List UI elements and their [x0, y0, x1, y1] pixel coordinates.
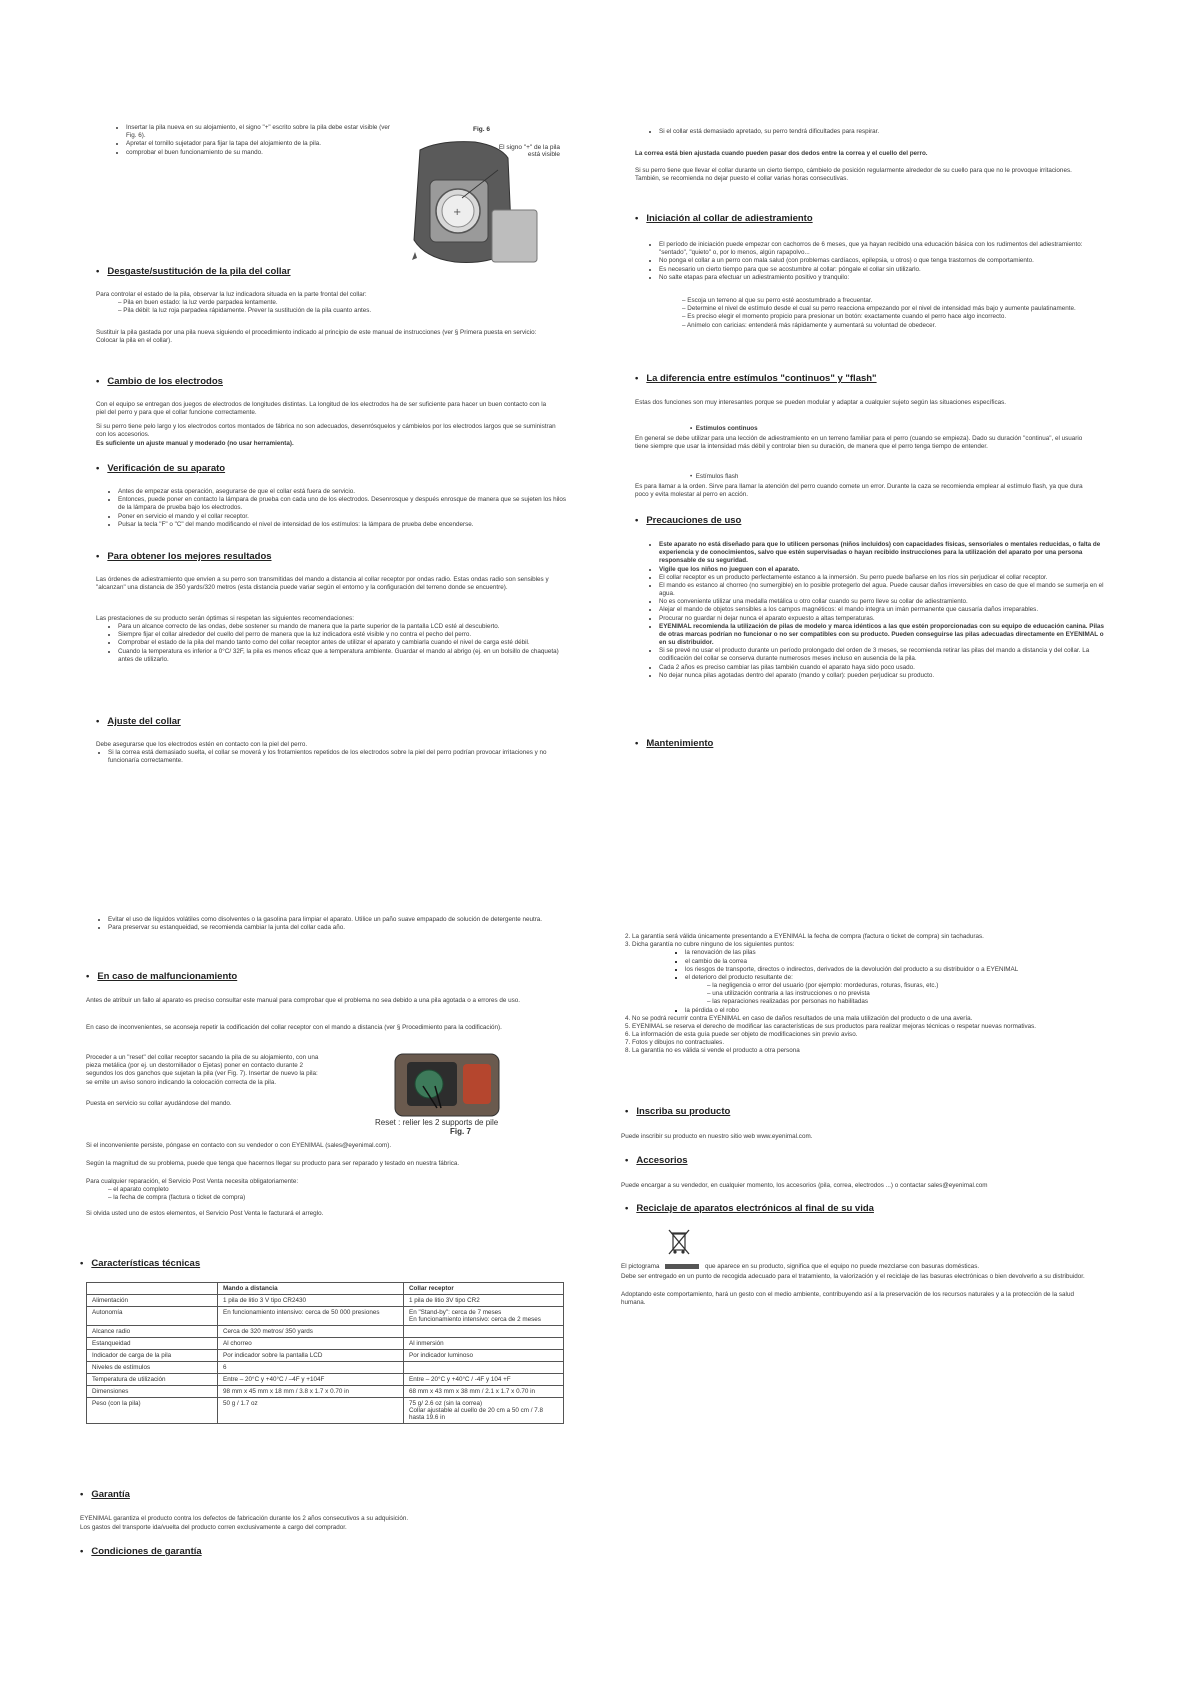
list-item: – Es preciso elegir el momento propicio para presionar un botón: exactamente cuando el perro hace algo incorrecto.: [682, 313, 1110, 321]
table-row: [87, 1295, 564, 1307]
desgaste-intro: Para controlar el estado de la pila, observar la luz indicadora situada en la parte frontal del collar:: [96, 291, 367, 298]
table-cell: Autonomía: [87, 1307, 218, 1326]
reciclaje-text3: Adoptando este comportamiento, hará un gesto con el medio ambiente, contribuyendo así a la preservación de los recursos naturales y a la protección de la salud humana.: [621, 1291, 1074, 1307]
list-item: – Pila en buen estado: la luz verde parpadea lentamente.: [118, 299, 558, 307]
reciclaje-text1: El pictograma que aparece en su producto, significa que el equipo no puede mezclarse con basuras domésticas.: [621, 1263, 980, 1270]
list-item: • El mando es estanco al chorreo (no sumergible) en lo posible protegerlo del agua. Puede causar daños irreversibles en caso de que el mando se sumerja en el agua.: [659, 582, 1109, 598]
fig6-label: Fig. 6: [473, 126, 490, 133]
table-cell: Al inmersión: [404, 1338, 564, 1350]
list-item: • Cada 2 años es preciso cambiar las pilas también cuando el aparato haya sido poco usado.: [659, 664, 1109, 672]
reciclaje-text2: Debe ser entregado en un punto de recogida adecuado para el tratamiento, la valorización y el reciclaje de las basuras electrónicas o bien devolverlo a su distribuidor.: [621, 1273, 1085, 1280]
continuos-text: En general se debe utilizar para una lección de adiestramiento en un terreno familiar para el perro (cuando se empieza). Dado su duración "continua", el usuario tiene siempre que usar la intensidad más débil y controlar bien su duración, de manera que el perro tenga tiempo de entender.: [635, 435, 1083, 451]
list-item: • Entonces, puede poner en contacto la lámpara de prueba con cada uno de los electrodos. Desenrosque y después enrosque de manera que se sujeten los hilos de la lámpara de prueba bajo los electrodos.: [118, 496, 568, 512]
section-title-desgaste: • Desgaste/sustitución de la pila del collar: [96, 266, 291, 277]
table-row: [87, 1362, 564, 1374]
inscriba-text: Puede inscribir su producto en nuestro sitio web www.eyenimal.com.: [621, 1133, 813, 1140]
list-item: • Siempre fijar el collar alrededor del cuello del perro de manera que la luz indicadora esté visible y no contra el pecho del perro.: [118, 631, 568, 639]
list-item: – Determine el nivel de estímulo desde el cual su perro reacciona empezando por el nivel de intensidad más bajo y aumente paulatinamente.: [682, 305, 1110, 313]
list-item: • Comprobar el estado de la pila del mando tanto como del collar receptor antes de utilizar el aparato y cambiarla cuando el nivel de carga esté débil.: [118, 639, 568, 647]
list-item: 2. La garantía será válida únicamente presentando a EYENIMAL la fecha de compra (factura o ticket de compra) sin tachaduras.: [625, 933, 984, 940]
diferencia-text1: Estas dos funciones son muy interesantes porque se pueden modular y adaptar a cualquier sujeto según las situaciones específicas.: [635, 399, 1007, 406]
list-item: • No salte etapas para efectuar un adiestramiento positivo y tranquilo:: [659, 274, 1109, 282]
list-item: • comprobar el buen funcionamiento de su mando.: [126, 149, 396, 157]
garantia-text1: EYENIMAL garantiza el producto contra los defectos de fabricación durante los 2 años consecutivos a su adquisición.: [80, 1515, 409, 1522]
malfunc-text4: Puesta en servicio su collar ayudándose del mando.: [86, 1100, 232, 1107]
flash-text: Es para llamar a la orden. Sirve para llamar la atención del perro cuando comete un error. Durante la caza se recomienda emplear al estímulo flash, ya que dura poco y evita molestar al perro en acción.: [635, 483, 1083, 499]
table-cell: Al chorreo: [218, 1338, 404, 1350]
table-cell: Entre – 20°C y +40°C / –4F y +104F: [218, 1374, 404, 1386]
list-item: 5. EYENIMAL se reserva el derecho de modificar las características de sus productos para realizar mejoras técnicas o respetar nuevas normativas.: [625, 1022, 1037, 1030]
ajuste-continued-list: [647, 128, 1109, 136]
list-item: – Escoja un terreno al que su perro esté acostumbrado a frecuentar.: [682, 297, 1110, 305]
table-row: [87, 1374, 564, 1386]
section-title-resultados: • Para obtener los mejores resultados: [96, 551, 272, 562]
malfunc-text3: Proceder a un "reset" del collar receptor sacando la pila de su alojamiento, con una pieza metálica (por ej. un destornillador o Ejetas) poner en contacto durante 2 segundos los dos ganchos que sujetan la pila (ver Fig. 7). Insertar de nuevo la pila: se emite un aviso sonoro indicando la colocación correcta de la pila.: [86, 1054, 319, 1086]
list-item: 4. No se podrá recurrir contra EYENIMAL en caso de daños resultados de una mala utilización del producto o de una avería.: [625, 1014, 973, 1022]
list-item: • Este aparato no está diseñado para que lo utilicen personas (niños incluidos) con capacidades físicas, sensoriales o mentales reducidas, o falta de experiencia y de conocimientos, salvo que estén supervisadas o hayan recibido instrucciones para la utilización del aparato por una persona responsable de su seguridad.: [659, 541, 1109, 566]
malfunc-text7: Para cualquier reparación, el Servicio Post Venta necesita obligatoriamente:: [86, 1178, 299, 1185]
accesorios-text: Puede encargar a su vendedor, en cualquier momento, los accesorios (pila, correa, electrodos ...) o contactar sales@eyenimal.com: [621, 1182, 988, 1189]
table-header-row: [87, 1283, 564, 1295]
list-item: – una utilización contraria a las instrucciones o no prevista: [707, 990, 1085, 998]
list-item: • Cuando la temperatura es inferior a 0°C/ 32F, la pila es menos eficaz que a temperatura ambiente. Guardar el mando al abrigo (ej. en un bolsillo de chaqueta) antes de utilizarlo.: [118, 648, 568, 664]
malfunc-text5: Si el inconveniente persiste, póngase en contacto con su vendedor o con EYENIMAL (sales@eyenimal.com).: [86, 1142, 392, 1149]
list-item: ▪ el deterioro del producto resultante de:: [685, 974, 1085, 982]
specs-table-body: [87, 1295, 564, 1424]
table-cell: [404, 1326, 564, 1338]
garantia-text2: Los gastos del transporte ida/vuelta del producto corren exclusivamente a cargo del comprador.: [80, 1524, 347, 1531]
list-item: ▪ el cambio de la correa: [685, 958, 1085, 966]
list-item: • No dejar nunca pilas agotadas dentro del aparato (mando y collar): pueden perjudicar su producto.: [659, 672, 1109, 680]
table-cell: Dimensiones: [87, 1386, 218, 1398]
fig7-label: Fig. 7: [450, 1127, 471, 1136]
battery-insert-list: [114, 124, 396, 157]
list-item: ▪ la pérdida o el robo: [685, 1007, 1085, 1015]
precauciones-list: [647, 541, 1109, 680]
table-cell: Alcance radio: [87, 1326, 218, 1338]
ajuste-text: Debe asegurarse que los electrodos estén en contacto con la piel del perro.: [96, 741, 308, 748]
table-cell: Alimentación: [87, 1295, 218, 1307]
section-title-malfuncionamiento: • En caso de malfuncionamiento: [86, 971, 238, 982]
list-item: • Pulsar la tecla "F" o "C" del mando modificando el nivel de intensidad de los estímulos: la lámpara de prueba debe encenderse.: [118, 521, 568, 529]
iniciacion-list: [647, 241, 1109, 282]
table-cell: 1 pila de litio 3 V tipo CR2430: [218, 1295, 404, 1307]
table-header: Collar receptor: [404, 1283, 564, 1295]
resultados-text2: Las prestaciones de su producto serán óptimas si respetan las siguientes recomendaciones:: [96, 615, 354, 622]
electrodos-text3: Es suficiente un ajuste manual y moderado (no usar herramienta).: [96, 440, 294, 447]
list-item: 3. Dicha garantía no cubre ninguno de los siguientes puntos:: [625, 941, 795, 949]
specs-table: [86, 1282, 564, 1424]
desgaste-text: Sustituir la pila gastada por una pila nueva siguiendo el procedimiento indicado al principio de este manual de instrucciones (ver § Primera puesta en servicio: Colocar la pila en el collar).: [96, 329, 537, 345]
section-title-accesorios: • Accesorios: [625, 1155, 688, 1166]
flash-title: • Estímulos flash: [690, 473, 739, 480]
verificacion-list: [106, 488, 568, 529]
weee-pictogram: [665, 1264, 699, 1269]
list-item: • Procurar no guardar ni dejar nunca el aparato expuesto a altas temperaturas.: [659, 615, 1109, 623]
malfunc-text8: Si olvida usted uno de estos elementos, el Servicio Post Venta le facturará el arreglo.: [86, 1210, 324, 1217]
table-header: [87, 1283, 218, 1295]
list-item: • Es necesario un cierto tiempo para que se acostumbre al collar: póngale el collar sin utilizarlo.: [659, 266, 1109, 274]
section-title-precauciones: • Precauciones de uso: [635, 515, 742, 526]
continuos-title: • Estímulos continuos: [690, 425, 758, 432]
table-row: [87, 1307, 564, 1326]
section-title-iniciacion: • Iniciación al collar de adiestramiento: [635, 213, 813, 224]
table-cell: 98 mm x 45 mm x 18 mm / 3.8 x 1.7 x 0.70 in: [218, 1386, 404, 1398]
table-cell: [404, 1362, 564, 1374]
fig7-caption: Reset : relier les 2 supports de pile: [375, 1118, 499, 1127]
list-item: ▪ los riesgos de transporte, directos o indirectos, derivados de la devolución del producto a su distribuidor o a EYENIMAL: [685, 966, 1085, 974]
list-item: ▪ la renovación de las pilas: [685, 949, 1085, 957]
table-cell: Temperatura de utilización: [87, 1374, 218, 1386]
list-item: • Vigile que los niños no jueguen con el aparato.: [659, 566, 1109, 574]
table-cell: Niveles de estímulos: [87, 1362, 218, 1374]
wheelie-bin-crossed-icon: [666, 1226, 692, 1256]
list-item: – la fecha de compra (factura o ticket de compra): [108, 1194, 548, 1202]
list-item: – el aparato completo: [108, 1186, 548, 1194]
list-item: • Insertar la pila nueva en su alojamiento, el signo "+" escrito sobre la pila debe estar visible (ver Fig. 6).: [126, 124, 396, 140]
list-item: • EYENIMAL recomienda la utilización de pilas de modelo y marca idénticos a las que estén proporcionadas con su equipo de educación canina. Pilas de otras marcas podrían no funcionar o no ser compatibles con su producto. Pueden conseguirse las pilas adecuadas directamente en EYENIMAL o en su distribuidor.: [659, 623, 1109, 648]
list-item: • Apretar el tornillo sujetador para fijar la tapa del alojamiento de la pila.: [126, 140, 396, 148]
resultados-list: [106, 623, 568, 664]
list-item: – Pila débil: la luz roja parpadea rápidamente. Prever la sustitución de la pila cuanto antes.: [118, 307, 558, 315]
section-title-mantenimiento: • Mantenimiento: [635, 738, 714, 749]
table-cell: 50 g / 1.7 oz: [218, 1398, 404, 1424]
svg-text:+: +: [453, 207, 462, 218]
list-item: • Alejar el mando de objetos sensibles a los campos magnéticos: el mando integra un imán permanente que causaría daños irreparables.: [659, 606, 1109, 614]
electrodos-text1: Con el equipo se entregan dos juegos de electrodos de longitudes distintas. La longitud de los electrodos ha de ser suficiente para hacer un buen contacto con la piel del perro y para que el collar funcione correctamente.: [96, 401, 547, 417]
table-cell: Indicador de carga de la pila: [87, 1350, 218, 1362]
list-item: 6. La información de esta guía puede ser objeto de modificaciones sin previo aviso.: [625, 1031, 858, 1039]
table-cell: Peso (con la pila): [87, 1398, 218, 1424]
correa-text: Si su perro tiene que llevar el collar durante un cierto tiempo, cámbielo de posición regularmente alrededor de su cuello para que no le provoque irritaciones. También, se recomienda no dejar puesto el collar varias horas consecutivas.: [635, 167, 1072, 183]
table-cell: Entre – 20°C y +40°C / -4F y 104 +F: [404, 1374, 564, 1386]
collar-reset-figure: [393, 1050, 503, 1120]
list-item: • Poner en servicio el mando y el collar receptor.: [118, 513, 568, 521]
table-cell: Por indicador sobre la pantalla LCD: [218, 1350, 404, 1362]
table-cell: En "Stand-by": cerca de 7 meses En funcionamiento intensivo: cerca de 2 meses: [404, 1307, 564, 1326]
section-title-condiciones: • Condiciones de garantía: [80, 1546, 202, 1557]
list-item: 7. Fotos y dibujos no contractuales.: [625, 1039, 725, 1047]
section-title-reciclaje: • Reciclaje de aparatos electrónicos al final de su vida: [625, 1203, 874, 1214]
table-cell: 75 g/ 2.6 oz (sin la correa) Collar ajustable al cuello de 20 cm a 50 cm / 7.8 hasta 19.6 in: [404, 1398, 564, 1424]
list-item: • Evitar el uso de líquidos volátiles como disolventes o la gasolina para limpiar el aparato. Utilice un paño suave empapado de solución de detergente neutra.: [108, 916, 568, 924]
iniciacion-sublist: [670, 297, 1110, 330]
correa-bold-note: La correa está bien ajustada cuando pueden pasar dos dedos entre la correa y el cuello del perro.: [635, 150, 928, 157]
list-item: • No ponga el collar a un perro con mala salud (con problemas cardíacos, epilepsia, u otros) o que tenga trastornos de comportamiento.: [659, 257, 1109, 265]
list-item: • Antes de empezar esta operación, asegurarse de que el collar está fuera de servicio.: [118, 488, 568, 496]
malfunc-text6: Según la magnitud de su problema, puede que tenga que hacernos llegar su producto para ser reparado y testado en nuestra fábrica.: [86, 1160, 460, 1167]
table-cell: Estanqueidad: [87, 1338, 218, 1350]
malfunc-text1: Antes de atribuir un fallo al aparato es preciso consultar este manual para comprobar que el problema no sea debido a una pila agotada o a errores de uso.: [86, 997, 521, 1004]
remote-battery-figure: [400, 140, 570, 270]
malfunc-list: [96, 1186, 548, 1202]
section-title-verificacion: • Verificación de su aparato: [96, 463, 226, 474]
table-row: [87, 1386, 564, 1398]
list-item: • El período de iniciación puede empezar con cachorros de 6 meses, que ya hayan recibido una educación básica con los rudimentos del adiestramiento: "sentado", "quieto" o, por lo menos, algún rapapolvo...: [659, 241, 1109, 257]
table-cell: Cerca de 320 metros/ 350 yards: [218, 1326, 404, 1338]
list-item: • Para un alcance correcto de las ondas, debe sostener su mando de manera que la parte superior de la pantalla LCD esté al descubierto.: [118, 623, 568, 631]
list-item: • Si se prevé no usar el producto durante un período prolongado del orden de 3 meses, se recomienda retirar las pilas del mando a distancia y del collar. La codificación del collar se conserva durante numerosos meses incluso en ausencia de la pila.: [659, 647, 1109, 663]
list-item: – las reparaciones realizadas por personas no habilitadas: [707, 998, 1085, 1006]
desgaste-list: [106, 299, 558, 315]
malfunc-text2: En caso de inconvenientes, se aconseja repetir la codificación del collar receptor con el mando a distancia (ver § Procedimiento para la codificación).: [86, 1024, 502, 1031]
list-item: • Para preservar su estanqueidad, se recomienda cambiar la junta del collar cada año.: [108, 924, 568, 932]
section-title-inscriba: • Inscriba su producto: [625, 1106, 731, 1117]
section-title-ajuste: • Ajuste del collar: [96, 716, 181, 727]
list-item: – la negligencia o error del usuario (por ejemplo: mordeduras, roturas, fisuras, etc.): [707, 982, 1085, 990]
table-cell: 6: [218, 1362, 404, 1374]
list-item: • No es conveniente utilizar una medalla metálica u otro collar cuando su perro lleve su collar de adiestramiento.: [659, 598, 1109, 606]
table-row: [87, 1350, 564, 1362]
mantenimiento-list: [96, 916, 568, 932]
list-item: • Si el collar está demasiado apretado, su perro tendrá dificultades para respirar.: [659, 128, 1109, 136]
section-title-electrodos: • Cambio de los electrodos: [96, 376, 223, 387]
table-row: [87, 1398, 564, 1424]
list-item: • El collar receptor es un producto perfectamente estanco a la inmersión. Su perro puede bañarse en los ríos sin perjudicar el collar receptor.: [659, 574, 1109, 582]
ajuste-list: [96, 749, 568, 765]
table-row: [87, 1326, 564, 1338]
list-item: • Si la correa está demasiado suelta, el collar se moverá y los frotamientos repetidos de los electrodos sobre la piel del perro podrían provocar irritaciones y no funcionaría correctamente.: [108, 749, 568, 765]
fig6-caption: El signo "+" de la pila está visible: [498, 144, 560, 158]
table-row: [87, 1338, 564, 1350]
list-item: 8. La garantía no es válida si vende el producto a otra persona: [625, 1047, 800, 1055]
table-cell: Por indicador luminoso: [404, 1350, 564, 1362]
table-cell: En funcionamiento intensivo: cerca de 50 000 presiones: [218, 1307, 404, 1326]
section-title-caracteristicas: • Características técnicas: [80, 1258, 201, 1269]
table-cell: 68 mm x 43 mm x 38 mm / 2.1 x 1.7 x 0.70 in: [404, 1386, 564, 1398]
section-title-diferencia: • La diferencia entre estímulos "continuos" y "flash": [635, 373, 877, 384]
resultados-text1: Las órdenes de adiestramiento que envíen a su perro son transmitidas del mando a distancia al collar receptor por ondas radio. Estas ondas radio son sensibles y "alcanzan" una distancia de 350 yards/320 metros (esta distancia puede variar según el entorno y la configuración del terreno donde se encuentre).: [96, 576, 549, 592]
electrodos-text2: Si su perro tiene pelo largo y los electrodos cortos montados de fábrica no son adecuados, desenrósquelos y cámbielos por los electrodos largos que se suministran con los accesorios.: [96, 423, 556, 439]
list-item: – Anímelo con caricias: entenderá más rápidamente y aumentará su voluntad de obedecer.: [682, 322, 1110, 330]
section-title-garantia: • Garantía: [80, 1489, 130, 1500]
table-header: Mando a distancia: [218, 1283, 404, 1295]
table-cell: 1 pila de litio 3V tipo CR2: [404, 1295, 564, 1307]
garantia-conditions-list: [625, 933, 1085, 1056]
